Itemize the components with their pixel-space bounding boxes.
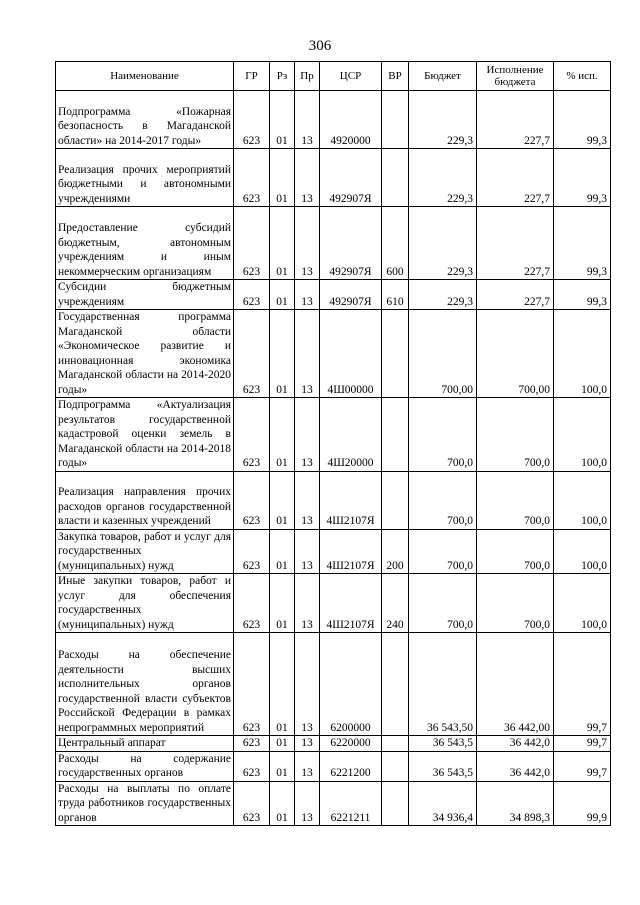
row-budget: 229,3 <box>409 149 477 207</box>
row-csr: 6221211 <box>320 781 382 826</box>
row-rz: 01 <box>270 398 295 472</box>
row-pr: 13 <box>295 574 320 633</box>
row-rz: 01 <box>270 529 295 574</box>
row-percent: 100,0 <box>554 574 611 633</box>
row-pr: 13 <box>295 91 320 149</box>
row-pr: 13 <box>295 781 320 826</box>
row-gr: 623 <box>234 207 270 280</box>
row-percent: 99,3 <box>554 207 611 280</box>
header-csr: ЦСР <box>320 62 382 91</box>
row-rz: 01 <box>270 149 295 207</box>
row-percent: 99,3 <box>554 91 611 149</box>
row-pr: 13 <box>295 471 320 529</box>
table-row <box>56 398 611 472</box>
row-gr: 623 <box>234 149 270 207</box>
row-execution: 36 442,0 <box>477 736 554 752</box>
row-execution: 227,7 <box>477 280 554 310</box>
row-csr: 4Ш20000 <box>320 398 382 472</box>
row-execution: 700,0 <box>477 574 554 633</box>
row-pr: 13 <box>295 751 320 781</box>
row-budget: 36 543,5 <box>409 751 477 781</box>
row-rz: 01 <box>270 574 295 633</box>
row-budget: 700,00 <box>409 310 477 398</box>
row-pr: 13 <box>295 310 320 398</box>
row-budget: 34 936,4 <box>409 781 477 826</box>
row-budget: 700,0 <box>409 398 477 472</box>
row-name: Закупка товаров, работ и услуг для государственных (муниципальных) нужд <box>56 529 234 574</box>
row-budget: 229,3 <box>409 91 477 149</box>
row-name: Подпрограмма «Актуализация результатов государственной кадастровой оценки земель в Магаданской области на 2014-2018 годы» <box>56 398 234 472</box>
row-rz: 01 <box>270 471 295 529</box>
row-execution: 700,00 <box>477 310 554 398</box>
row-vr <box>382 736 409 752</box>
row-pr: 13 <box>295 207 320 280</box>
row-percent: 99,3 <box>554 280 611 310</box>
row-csr: 492907Я <box>320 149 382 207</box>
row-gr: 623 <box>234 633 270 736</box>
row-execution: 700,0 <box>477 471 554 529</box>
row-rz: 01 <box>270 91 295 149</box>
row-csr: 4Ш2107Я <box>320 471 382 529</box>
row-execution: 36 442,0 <box>477 751 554 781</box>
table-row <box>56 207 611 280</box>
row-name: Предоставление субсидий бюджетным, автономным учреждениям и иным некоммерческим организациям <box>56 207 234 280</box>
row-execution: 36 442,00 <box>477 633 554 736</box>
header-gr: ГР <box>234 62 270 91</box>
table-row <box>56 633 611 736</box>
row-vr: 610 <box>382 280 409 310</box>
row-percent: 99,7 <box>554 633 611 736</box>
row-vr <box>382 633 409 736</box>
budget-table <box>55 61 611 826</box>
row-vr: 600 <box>382 207 409 280</box>
row-name: Иные закупки товаров, работ и услуг для обеспечения государственных (муниципальных) нужд <box>56 574 234 633</box>
row-gr: 623 <box>234 398 270 472</box>
table-row <box>56 736 611 752</box>
header-name: Наименование <box>56 62 234 91</box>
row-budget: 36 543,5 <box>409 736 477 752</box>
header-execution: Исполнение бюджета <box>477 62 554 91</box>
row-percent: 100,0 <box>554 310 611 398</box>
row-csr: 4Ш2107Я <box>320 574 382 633</box>
row-percent: 99,7 <box>554 736 611 752</box>
row-csr: 6200000 <box>320 633 382 736</box>
row-name: Расходы на обеспечение деятельности высших исполнительных органов государственной власти субъектов Российской Федерации в рамках непрограммных мероприятий <box>56 633 234 736</box>
row-percent: 100,0 <box>554 398 611 472</box>
row-execution: 227,7 <box>477 91 554 149</box>
row-name: Расходы на содержание государственных органов <box>56 751 234 781</box>
row-budget: 700,0 <box>409 529 477 574</box>
table-row <box>56 91 611 149</box>
row-gr: 623 <box>234 736 270 752</box>
row-rz: 01 <box>270 751 295 781</box>
row-name: Реализация прочих мероприятий бюджетными и автономными учреждениями <box>56 149 234 207</box>
row-vr <box>382 398 409 472</box>
row-vr: 240 <box>382 574 409 633</box>
row-percent: 100,0 <box>554 471 611 529</box>
row-csr: 4920000 <box>320 91 382 149</box>
row-vr <box>382 310 409 398</box>
row-gr: 623 <box>234 91 270 149</box>
row-execution: 700,0 <box>477 398 554 472</box>
row-name: Подпрограмма «Пожарная безопасность в Магаданской области» на 2014-2017 годы» <box>56 91 234 149</box>
page-number: 306 <box>308 38 332 54</box>
row-gr: 623 <box>234 310 270 398</box>
row-budget: 36 543,50 <box>409 633 477 736</box>
row-name: Государственная программа Магаданской области «Экономическое развитие и инновационная экономика Магаданской области на 2014-2020 годы» <box>56 310 234 398</box>
row-pr: 13 <box>295 736 320 752</box>
header-pr: Пр <box>295 62 320 91</box>
row-pr: 13 <box>295 280 320 310</box>
table-row <box>56 280 611 310</box>
row-vr: 200 <box>382 529 409 574</box>
row-gr: 623 <box>234 529 270 574</box>
header-budget: Бюджет <box>409 62 477 91</box>
row-vr <box>382 471 409 529</box>
row-execution: 227,7 <box>477 149 554 207</box>
table-row <box>56 781 611 826</box>
row-rz: 01 <box>270 781 295 826</box>
row-gr: 623 <box>234 751 270 781</box>
table-row <box>56 751 611 781</box>
header-rz: Рз <box>270 62 295 91</box>
row-gr: 623 <box>234 280 270 310</box>
row-pr: 13 <box>295 398 320 472</box>
row-rz: 01 <box>270 736 295 752</box>
row-rz: 01 <box>270 207 295 280</box>
row-csr: 4Ш00000 <box>320 310 382 398</box>
row-execution: 34 898,3 <box>477 781 554 826</box>
row-name: Субсидии бюджетным учреждениям <box>56 280 234 310</box>
row-rz: 01 <box>270 310 295 398</box>
table-row <box>56 574 611 633</box>
row-execution: 700,0 <box>477 529 554 574</box>
table-row <box>56 149 611 207</box>
table-row <box>56 471 611 529</box>
row-vr <box>382 751 409 781</box>
row-percent: 99,7 <box>554 751 611 781</box>
row-csr: 6221200 <box>320 751 382 781</box>
row-percent: 99,3 <box>554 149 611 207</box>
header-percent: % исп. <box>554 62 611 91</box>
row-vr <box>382 149 409 207</box>
row-csr: 4Ш2107Я <box>320 529 382 574</box>
row-pr: 13 <box>295 529 320 574</box>
row-budget: 229,3 <box>409 207 477 280</box>
row-name: Реализация направления прочих расходов органов государственной власти и казенных учреждений <box>56 471 234 529</box>
row-csr: 6220000 <box>320 736 382 752</box>
table-header-row <box>56 62 611 91</box>
table-row <box>56 529 611 574</box>
row-name: Центральный аппарат <box>56 736 234 752</box>
row-gr: 623 <box>234 781 270 826</box>
row-budget: 229,3 <box>409 280 477 310</box>
row-percent: 100,0 <box>554 529 611 574</box>
row-budget: 700,0 <box>409 574 477 633</box>
row-rz: 01 <box>270 633 295 736</box>
header-vr: ВР <box>382 62 409 91</box>
row-vr <box>382 781 409 826</box>
row-percent: 99,9 <box>554 781 611 826</box>
table-row <box>56 310 611 398</box>
row-gr: 623 <box>234 574 270 633</box>
row-gr: 623 <box>234 471 270 529</box>
row-vr <box>382 91 409 149</box>
row-pr: 13 <box>295 149 320 207</box>
row-budget: 700,0 <box>409 471 477 529</box>
row-execution: 227,7 <box>477 207 554 280</box>
row-name: Расходы на выплаты по оплате труда работников государственных органов <box>56 781 234 826</box>
row-rz: 01 <box>270 280 295 310</box>
row-csr: 492907Я <box>320 207 382 280</box>
row-csr: 492907Я <box>320 280 382 310</box>
row-pr: 13 <box>295 633 320 736</box>
